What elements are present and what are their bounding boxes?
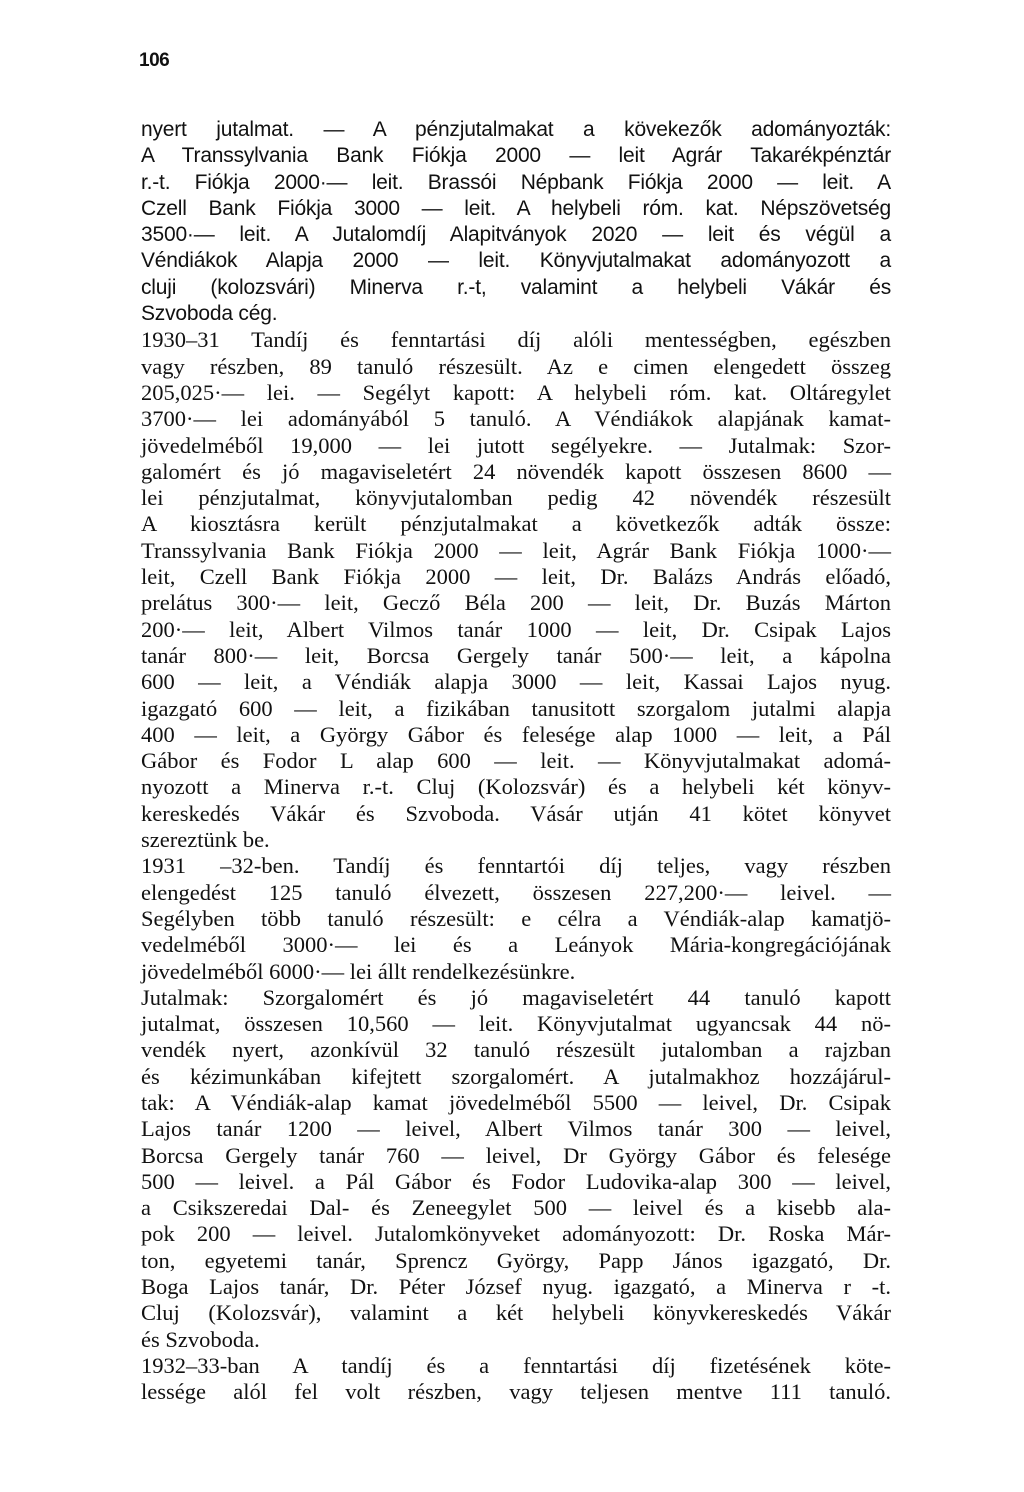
text-line: Szvoboda cég. [141, 302, 278, 326]
text-line: és kézimunkában kifejtett szorgalomért. A jutalmakhoz hozzájárul- [141, 1063, 891, 1089]
text-line: ton, egyetemi tanár, Sprencz György, Papp János igazgató, Dr. [141, 1247, 891, 1273]
text-line: Gábor és Fodor L alap 600 — leit. — Könyvjutalmakat adomá- [141, 748, 891, 774]
text-line: Borcsa Gergely tanár 760 — leivel, Dr György Gábor és felesége [141, 1142, 891, 1168]
text-line: Transsylvania Bank Fiókja 2000 — leit, Agrár Bank Fiókja 1000·— [141, 537, 891, 563]
text-line: Segélyben több tanuló részesült: e célra a Véndiák-alap kamatjö- [141, 905, 891, 931]
text-line: 205,025·— lei. — Segélyt kapott: A helybeli róm. kat. Oltáregylet [141, 379, 891, 405]
text-line: A Transsylvania Bank Fiókja 2000 — leit Agrár Takarékpénztár [141, 144, 891, 168]
text-line: Véndiákok Alapja 2000 — leit. Könyvjutalmakat adományozott a [141, 249, 891, 273]
text-line: nyozott a Minerva r.-t. Cluj (Kolozsvár) és a helybeli két könyv- [141, 774, 891, 800]
text-line: 1932–33-ban A tandíj és a fenntartási díj fizetésének köte- [141, 1352, 891, 1378]
text-line: pok 200 — leivel. Jutalomkönyveket adományozott: Dr. Roska Már- [141, 1221, 891, 1247]
text-line: vendék nyert, azonkívül 32 tanuló részesült jutalomban a rajzban [141, 1037, 891, 1063]
text-line: A kiosztásra került pénzjutalmakat a következők adták össze: [141, 511, 891, 537]
text-line: 600 — leit, a Véndiák alapja 3000 — leit, Kassai Lajos nyug. [141, 669, 891, 695]
text-line: tak: A Véndiák-alap kamat jövedelméből 5500 — leivel, Dr. Csipak [141, 1089, 891, 1115]
text-line: galomért és jó magaviseletért 24 növendék kapott összesen 8600 — [141, 458, 891, 484]
text-line: 200·— leit, Albert Vilmos tanár 1000 — leit, Dr. Csipak Lajos [141, 616, 891, 642]
text-line: lei pénzjutalmat, könyvjutalomban pedig 42 növendék részesült [141, 485, 891, 511]
text-line: Czell Bank Fiókja 3000 — leit. A helybeli róm. kat. Népszövetség [141, 196, 891, 220]
text-line: igazgató 600 — leit, a fizikában tanusitott szorgalom jutalmi alapja [141, 695, 891, 721]
text-line: kereskedés Vákár és Szvoboda. Vásár utján 41 kötet könyvet [141, 800, 891, 826]
text-line: Boga Lajos tanár, Dr. Péter József nyug. igazgató, a Minerva r -t. [141, 1274, 891, 1300]
text-line: tanár 800·— leit, Borcsa Gergely tanár 500·— leit, a kápolna [141, 642, 891, 668]
text-line: Jutalmak: Szorgalomért és jó magaviseletért 44 tanuló kapott [141, 984, 891, 1010]
text-line: lessége alól fel volt részben, vagy teljesen mentve 111 tanuló. [141, 1379, 891, 1405]
text-line: elengedést 125 tanuló élvezett, összesen 227,200·— leivel. — [141, 879, 891, 905]
text-line: és Szvoboda. [141, 1326, 260, 1352]
text-line: jutalmat, összesen 10,560 — leit. Könyvjutalmat ugyancsak 44 nö- [141, 1011, 891, 1037]
text-line: 1930–31 Tandíj és fenntartási díj alóli mentességben, egészben [141, 327, 891, 353]
text-line: vagy részben, 89 tanuló részesült. Az e cimen elengedett összeg [141, 353, 891, 379]
text-line: prelátus 300·— leit, Gecző Béla 200 — leit, Dr. Buzás Márton [141, 590, 891, 616]
text-line: r.-t. Fiókja 2000·— leit. Brassói Népbank Fiókja 2000 — leit. A [141, 170, 891, 194]
text-line: 3500·— leit. A Jutalomdíj Alapitványok 2020 — leit és végül a [141, 223, 891, 247]
text-line: leit, Czell Bank Fiókja 2000 — leit, Dr. Balázs András előadó, [141, 564, 891, 590]
text-line: cluji (kolozsvári) Minerva r.-t, valamint a helybeli Vákár és [141, 275, 891, 299]
text-line: vedelméből 3000·— lei és a Leányok Mária-kongregációjának [141, 932, 891, 958]
text-line: a Csikszeredai Dal- és Zeneegylet 500 — leivel és a kisebb ala- [141, 1195, 891, 1221]
text-line: jövedelméből 6000·— lei állt rendelkezésünkre. [141, 958, 576, 984]
text-line: 1931 –32-ben. Tandíj és fenntartói díj teljes, vagy részben [141, 853, 891, 879]
text-line: nyert jutalmat. — A pénzjutalmakat a kövekezők adományozták: [141, 118, 891, 141]
text-line: Cluj (Kolozsvár), valamint a két helybeli könyvkereskedés Vákár [141, 1300, 891, 1326]
body-text [141, 117, 891, 1406]
text-line: szereztünk be. [141, 827, 270, 853]
text-line: jövedelméből 19,000 — lei jutott segélyekre. — Jutalmak: Szor- [141, 432, 891, 458]
text-line: Lajos tanár 1200 — leivel, Albert Vilmos tanár 300 — leivel, [141, 1116, 891, 1142]
page-number: 106 [139, 50, 170, 71]
text-line: 3700·— lei adományából 5 tanuló. A Véndiákok alapjának kamat- [141, 406, 891, 432]
text-line: 400 — leit, a György Gábor és felesége alap 1000 — leit, a Pál [141, 721, 891, 747]
text-line: 500 — leivel. a Pál Gábor és Fodor Ludovika-alap 300 — leivel, [141, 1168, 891, 1194]
